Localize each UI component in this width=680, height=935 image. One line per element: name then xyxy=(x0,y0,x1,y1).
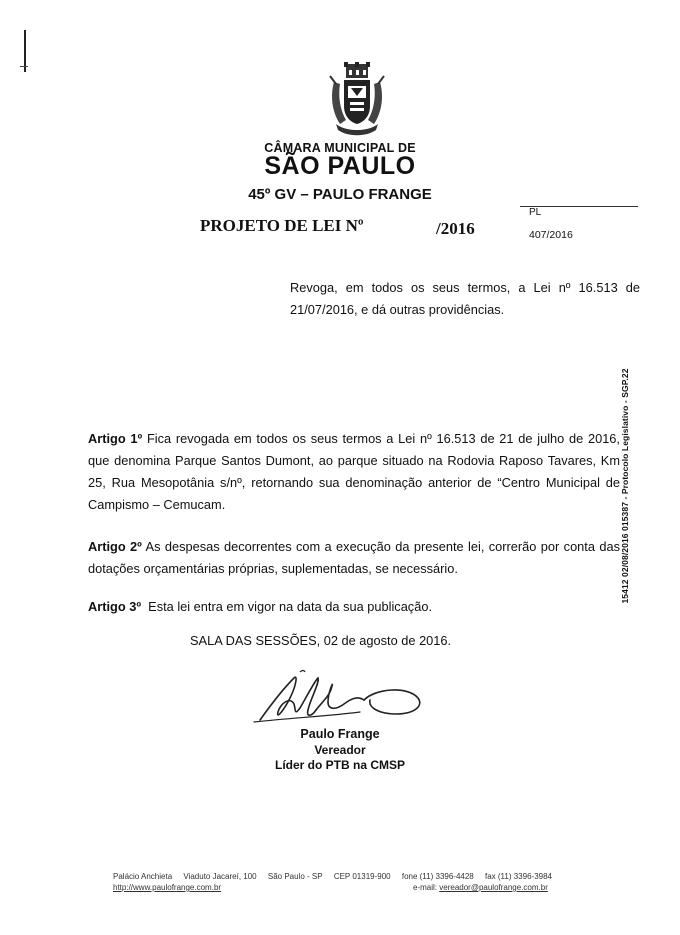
footer-website-link[interactable]: http://www.paulofrange.com.br xyxy=(113,883,222,892)
project-title: PROJETO DE LEI Nº xyxy=(200,216,364,235)
signatory-leadership: Líder do PTB na CMSP xyxy=(274,758,405,772)
ementa: Revoga, em todos os seus termos, a Lei nº 16.513 de 21/07/2016, e dá outras providências. xyxy=(290,280,640,317)
margin-mark-tick xyxy=(20,66,28,67)
article-text: Fica revogada em todos os seus termos a Lei nº 16.513 de 21 de julho de 2016, que denomina Parque Santos Dumont, ao parque situado na Rodovia Raposo Tavares, Km 25, Rua Mesopotânia s/nº, retornando sua denominação anterior de “Centro Municipal de Campismo – Cemucam. xyxy=(88,431,620,512)
footer-email xyxy=(413,883,548,892)
footer-address-part: CEP 01319-900 xyxy=(333,872,391,881)
footer-address-part: São Paulo - SP xyxy=(267,872,323,881)
institution-line-1: CÂMARA MUNICIPAL DE xyxy=(264,141,416,155)
article-text: As despesas decorrentes com a execução da presente lei, correrão por conta das dotações orçamentárias próprias, suplementadas, se necessário. xyxy=(88,539,620,576)
protocol-stamp xyxy=(618,366,632,606)
protocol-stamp-text: 15412 02/08/2016 015387 - Protocolo Legislativo - SGP.22 xyxy=(620,368,630,604)
article-text: Esta lei entra em vigor na data da sua publicação. xyxy=(148,599,432,614)
signatory-name: Paulo Frange xyxy=(300,727,380,741)
project-year: /2016 xyxy=(436,219,475,238)
footer-address-part: fax (11) 3396-3984 xyxy=(484,872,552,881)
protocol-number: 407/2016 xyxy=(529,229,573,241)
footer-address xyxy=(113,872,561,881)
footer-email-label: e-mail: xyxy=(413,883,438,892)
footer-address-part: Viaduto Jacareí, 100 xyxy=(183,872,257,881)
handwritten-signature xyxy=(250,666,430,728)
article-3 xyxy=(88,596,620,618)
signatory-role: Vereador xyxy=(314,743,366,757)
session-line: SALA DAS SESSÕES, 02 de agosto de 2016. xyxy=(190,633,452,648)
footer-email-link[interactable]: vereador@paulofrange.com.br xyxy=(439,883,548,892)
footer-address-part: fone (11) 3396-4428 xyxy=(401,872,474,881)
article-label: Artigo 2º xyxy=(88,539,142,554)
institution-line-2: SÃO PAULO xyxy=(264,152,416,180)
city-coat-of-arms xyxy=(326,62,388,138)
protocol-type: PL xyxy=(529,207,542,218)
article-1 xyxy=(88,428,620,516)
article-2 xyxy=(88,536,620,580)
office-line: 45º GV – PAULO FRANGE xyxy=(248,186,432,203)
article-label: Artigo 3º xyxy=(88,599,142,614)
article-label: Artigo 1º xyxy=(88,431,143,446)
footer-address-part: Palácio Anchieta xyxy=(113,872,173,881)
